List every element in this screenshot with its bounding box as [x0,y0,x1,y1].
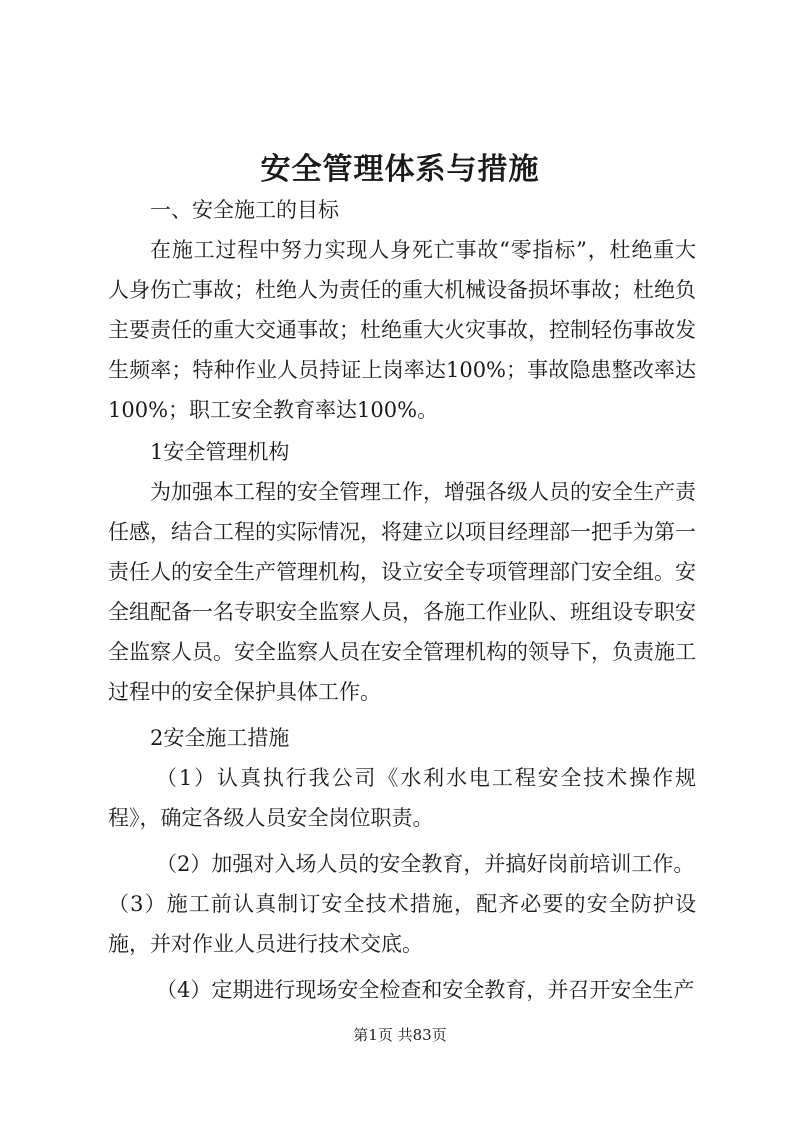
section-heading-goals: 一、安全施工的目标 [150,198,339,222]
measure-item-4: （4）定期进行现场安全检查和安全教育，并召开安全生产 [156,978,695,1002]
section-heading-measures: 2安全施工措施 [150,726,290,750]
paragraph-goals: 在施工过程中努力实现人身死亡事故“零指标”，杜绝重大人身伤亡事故；杜绝人为责任的重大机械设备损坏事故；杜绝负主要责任的重大交通事故；杜绝重大火灾事故，控制轻伤事故发生频率；特种作业人员持证上岗率达100%；事故隐患整改率达100%；职工安全教育率达100%。 [108,238,696,422]
document-title: 安全管理体系与措施 [260,152,540,187]
measure-item-2: （2）加强对入场人员的安全教育，并搞好岗前培训工作。 [156,852,695,876]
paragraph-organization: 为加强本工程的安全管理工作，增强各级人员的安全生产责任感，结合工程的实际情况，将建立以项目经理部一把手为第一责任人的安全生产管理机构，设立安全专项管理部门安全组。安全组配备一名专职安全监察人员，各施工作业队、班组设专职安全监察人员。安全监察人员在安全管理机构的领导下，负责施工过程中的安全保护具体工作。 [108,480,696,704]
page-number-footer: 第1页 共83页 [353,1026,447,1044]
measure-item-1: （1）认真执行我公司《水利水电工程安全技术操作规程》，确定各级人员安全岗位职责。 [108,766,696,830]
document-body [108,188,696,1010]
measure-item-3: （3）施工前认真制订安全技术措施，配齐必要的安全防护设施，并对作业人员进行技术交底。 [108,892,696,956]
section-heading-organization: 1安全管理机构 [150,440,290,464]
